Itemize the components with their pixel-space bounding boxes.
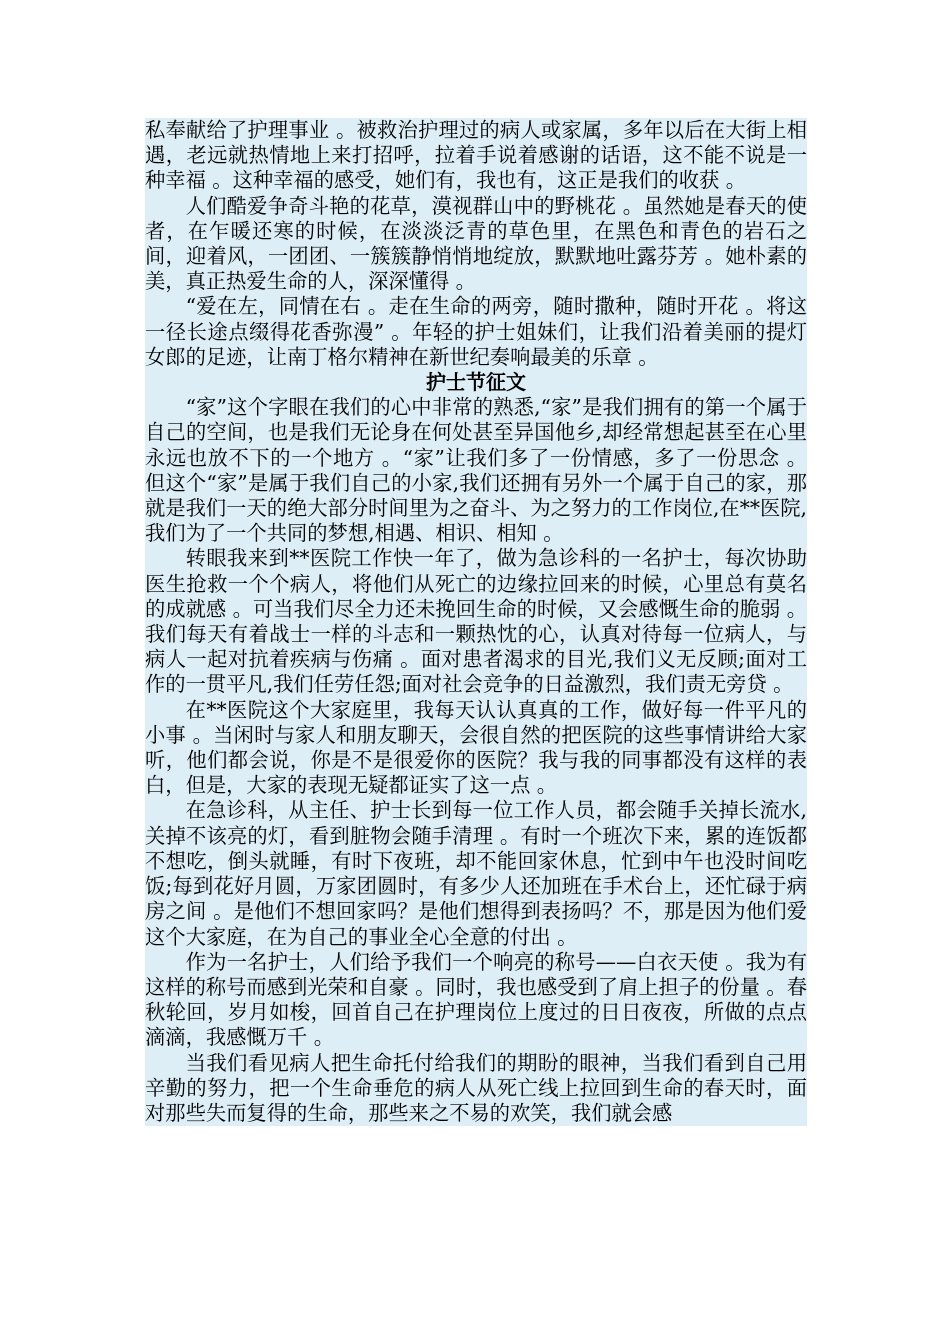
paragraph-home: “家”这个字眼在我们的心中非常的熟悉,“家”是我们拥有的第一个属于自己的空间，也是我们无论身在何处甚至异国他乡,却经常想起甚至在心里永远也放不下的一个地方 。“家”让我们多了一份情感，多了一份思念 。但这个“家”是属于我们自己的小家,我们还拥有另外一个属于自己的家，那就是我们一天的绝大部分时间里为之奋斗、为之努力的工作岗位,在**医院,我们为了一个共同的梦想,相遇、相识、相知 。 <box>145 395 807 546</box>
paragraph-white-angel: 作为一名护士，人们给予我们一个响亮的称号——白衣天使 。我为有这样的称号而感到光荣和自豪 。同时，我也感受到了肩上担子的份量 。春秋轮回，岁月如梭，回首自己在护理岗位上度过的日日夜夜，所做的点点滴滴，我感慨万千 。 <box>145 949 807 1050</box>
section-heading: 护士节征文 <box>426 370 526 395</box>
paragraph-patient-trust: 当我们看见病人把生命托付给我们的期盼的眼神，当我们看到自己用辛勤的努力，把一个生命垂危的病人从死亡线上拉回到生命的春天时，面对那些失而复得的生命，那些来之不易的欢笑，我们就会感 <box>145 1050 807 1125</box>
paragraph-wild-peach-blossom: 人们酷爱争奇斗艳的花草，漠视群山中的野桃花 。虽然她是春天的使者，在乍暖还寒的时候，在淡淡泛青的草色里，在黑色和青色的岩石之间，迎着风，一团团、一簇簇静悄悄地绽放，默默地吐露芬芳 。她朴素的美，真正热爱生命的人，深深懂得 。 <box>145 193 807 294</box>
paragraph-continued: 私奉献给了护理事业 。被救治护理过的病人或家属，多年以后在大街上相遇，老远就热情地上来打招呼，拉着手说着感谢的话语，这不能不说是一种幸福 。这种幸福的感受，她们有，我也有，这正是我们的收获 。 <box>145 118 807 193</box>
paragraph-big-family: 在**医院这个大家庭里，我每天认认真真的工作，做好每一件平凡的小事 。当闲时与家人和朋友聊天，会很自然的把医院的这些事情讲给大家听，他们都会说，你是不是很爱你的医院？我与我的同事都没有这样的表白，但是，大家的表现无疑都证实了这一点 。 <box>145 697 807 798</box>
paragraph-love-on-left: “爱在左，同情在右 。走在生命的两旁，随时撒种，随时开花 。将这一径长途点缀得花香弥漫” 。年轻的护士姐妹们，让我们沿着美丽的提灯女郎的足迹，让南丁格尔精神在新世纪奏响最美的乐章 。 <box>145 294 807 369</box>
paragraph-emergency-nurse: 转眼我来到**医院工作快一年了，做为急诊科的一名护士，每次协助医生抢救一个个病人，将他们从死亡的边缘拉回来的时候，心里总有莫名的成就感 。可当我们尽全力还未挽回生命的时候，又会感慨生命的脆弱 。我们每天有着战士一样的斗志和一颗热忱的心，认真对待每一位病人，与病人一起对抗着疾病与伤痛 。面对患者渴求的目光,我们义无反顾;面对工作的一贯平凡,我们任劳任怨;面对社会竞争的日益激烈，我们责无旁贷 。 <box>145 546 807 697</box>
paragraph-emergency-department: 在急诊科，从主任、护士长到每一位工作人员，都会随手关掉长流水,关掉不该亮的灯，看到脏物会随手清理 。有时一个班次下来，累的连饭都不想吃，倒头就睡，有时下夜班，却不能回家休息，忙到中午也没时间吃饭;每到花好月圆，万家团圆时，有多少人还加班在手术台上，还忙碌于病房之间 。是他们不想回家吗？是他们想得到表扬吗？不，那是因为他们爱这个大家庭，在为自己的事业全心全意的付出 。 <box>145 798 807 949</box>
document-body <box>145 118 807 1126</box>
